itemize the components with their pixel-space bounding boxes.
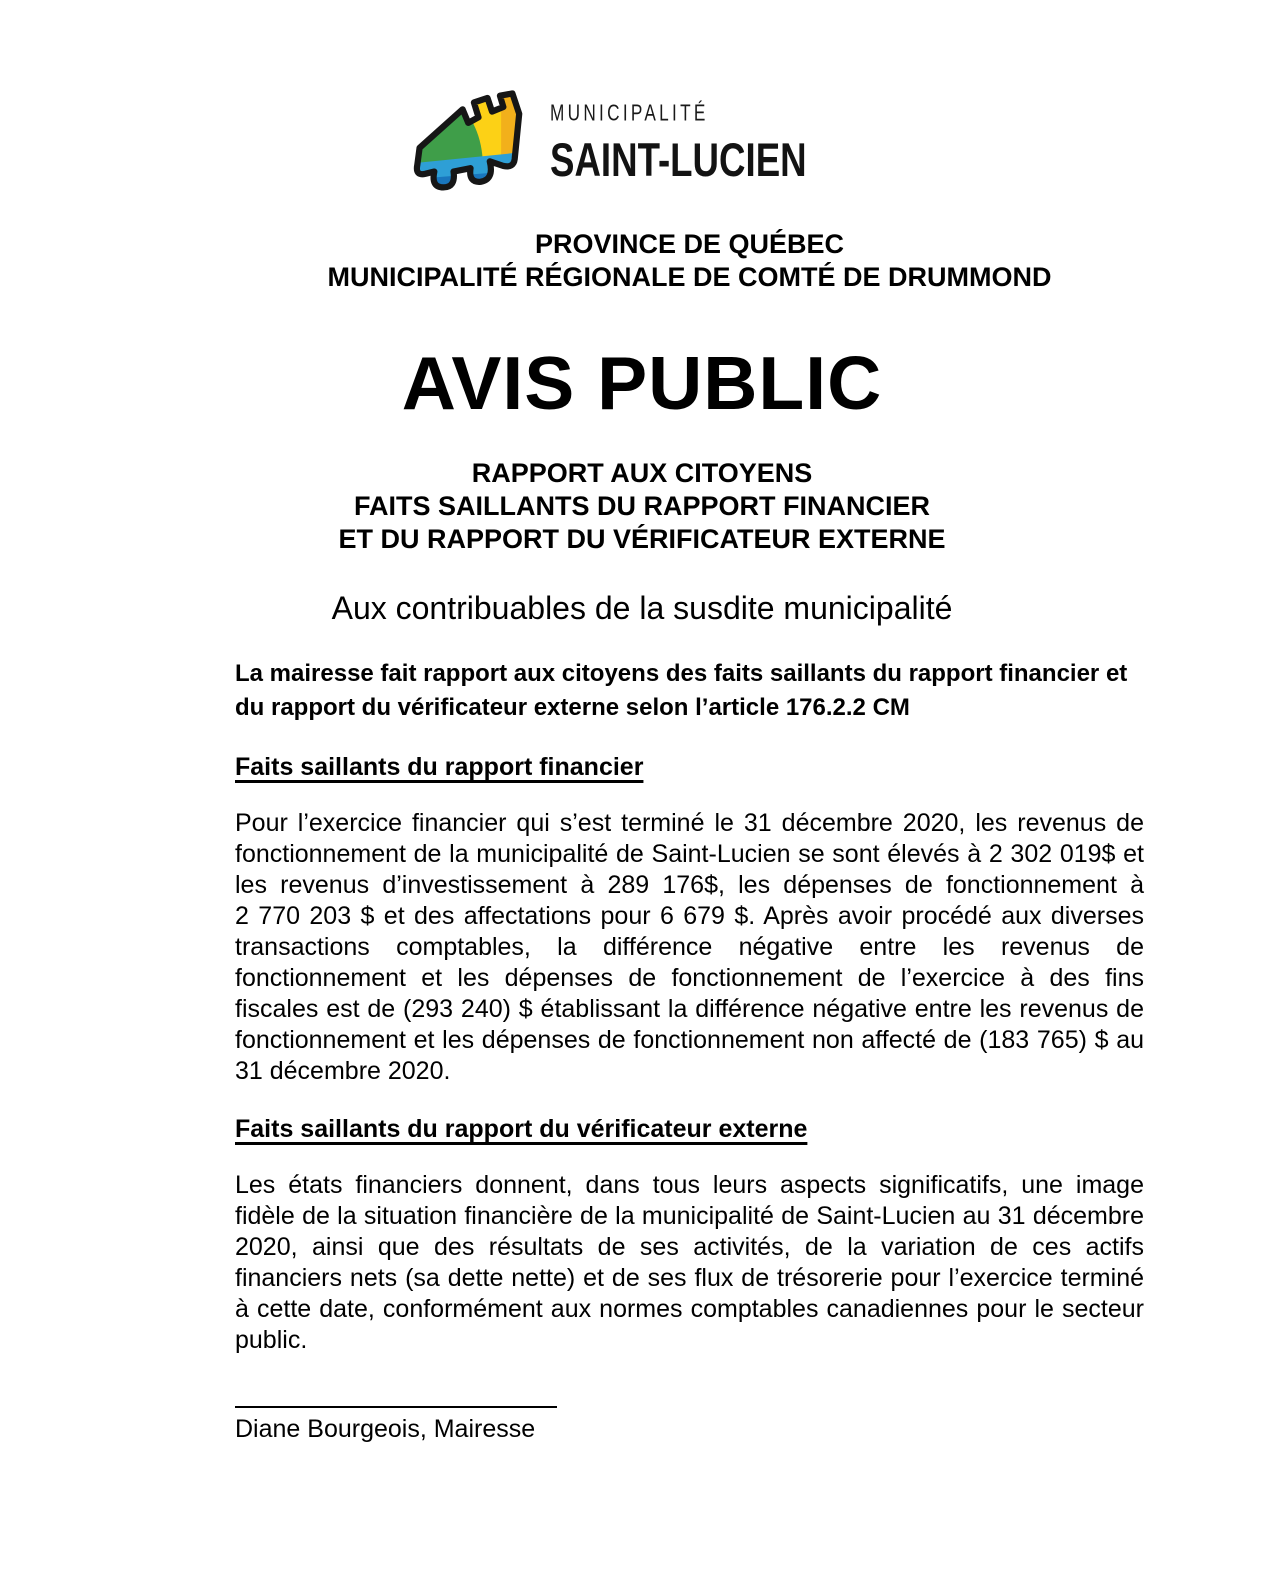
signature-line: [235, 1406, 557, 1408]
logo-block: [235, 88, 1049, 228]
municipality-logo: [406, 88, 879, 194]
logo-org-type: MUNICIPALITÉ: [549, 100, 709, 126]
notice-subtitle-line-2: FAITS SAILLANTS DU RAPPORT FINANCIER: [353, 491, 930, 521]
section-heading-auditor: Faits saillants du rapport du vérificateur externe: [235, 1115, 808, 1143]
intro-paragraph: La mairesse fait rapport aux citoyens des faits saillants du rapport financier et du rapport du vérificateur externe selon l’article 176.2.2 CM: [235, 660, 1128, 721]
logo-org-name: SAINT-LUCIEN: [549, 132, 807, 186]
section-heading-financial: Faits saillants du rapport financier: [235, 753, 644, 781]
financial-paragraph: Pour l’exercice financier qui s’est terminé le 31 décembre 2020, les revenus de fonctionnement de la municipalité de Saint-Lucien se sont élevés à 2 302 019$ et les revenus d’investissement à 289 176$, les dépenses de fonctionnement à 2 770 203 $ et des affectations pour 6 679 $. Après avoir procédé aux diverses transactions comptables, la différence négative entre les revenus de fonctionnement et les dépenses de fonctionnement de l’exercice à des fins fiscales est de (293 240) $ établissant la différence négative entre les revenus de fonctionnement et les dépenses de fonctionnement non affecté de (183 765) $ au 31 décembre 2020.: [235, 809, 1144, 1085]
notice-subtitle-line-3: ET DU RAPPORT DU VÉRIFICATEUR EXTERNE: [338, 524, 946, 554]
addressee-line: Aux contribuables de la susdite municipalité: [331, 590, 953, 626]
province-heading: PROVINCE DE QUÉBEC: [534, 229, 845, 259]
puzzle-piece-castle-icon: [406, 88, 526, 194]
signature-block: [235, 1406, 1144, 1444]
auditor-paragraph: Les états financiers donnent, dans tous leurs aspects significatifs, une image fidèle de la situation financière de la municipalité de Saint-Lucien au 31 décembre 2020, ainsi que des résultats de ses activités, de la variation de ces actifs financiers nets (sa dette nette) et de ses flux de trésorerie pour l’exercice terminé à cette date, conformément aux normes comptables canadiennes pour le secteur public.: [235, 1171, 1144, 1354]
logo-text: [550, 96, 879, 187]
mrc-heading: MUNICIPALITÉ RÉGIONALE DE COMTÉ DE DRUMMOND: [327, 262, 1052, 292]
notice-title: AVIS PUBLIC: [401, 341, 883, 425]
notice-subtitle-line-1: RAPPORT AUX CITOYENS: [471, 458, 813, 488]
signature-name: Diane Bourgeois, Mairesse: [235, 1415, 536, 1443]
